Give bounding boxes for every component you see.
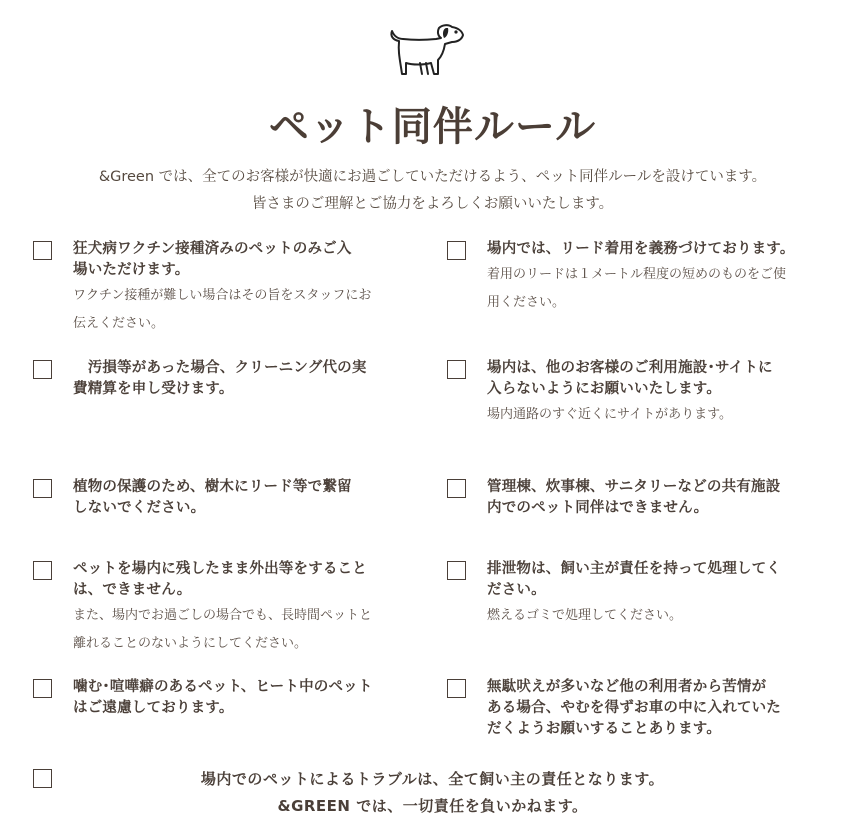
rule-title-line: ある場合、やむを得ずお車の中に入れていた bbox=[487, 700, 781, 716]
rule-item bbox=[487, 677, 827, 740]
rule-title bbox=[73, 358, 413, 400]
rule-title bbox=[73, 677, 413, 719]
final-line-2: &GREEN では、一切責任を負いかねます。 bbox=[277, 797, 588, 815]
rule-checkbox[interactable] bbox=[33, 561, 52, 580]
rule-note bbox=[487, 261, 827, 317]
rule-checkbox[interactable] bbox=[33, 241, 52, 260]
intro-line-2: 皆さまのご理解とご協力をよろしくお願いいたします。 bbox=[251, 196, 614, 212]
rule-title-line: ペットを場内に残したまま外出等をすること bbox=[73, 561, 367, 577]
rule-checkbox[interactable] bbox=[33, 360, 52, 379]
rule-item bbox=[487, 358, 827, 429]
rule-item bbox=[73, 239, 413, 338]
rule-checkbox[interactable] bbox=[447, 360, 466, 379]
intro-line-1: &Green では、全てのお客様が快適にお過ごしていただけるよう、ペット同伴ルールを設けています。 bbox=[98, 169, 767, 185]
rule-title-line: 費精算を申し受けます。 bbox=[73, 381, 234, 397]
rule-title-line: 汚損等があった場合、クリーニング代の実 bbox=[73, 360, 367, 376]
rule-title bbox=[487, 559, 827, 601]
rule-note-line: また、場内でお過ごしの場合でも、長時間ペットと bbox=[73, 608, 373, 623]
rule-item bbox=[73, 559, 413, 658]
rule-item bbox=[73, 677, 413, 719]
rule-note bbox=[487, 602, 827, 630]
dog-icon bbox=[386, 22, 466, 76]
final-line-1: 場内でのペットによるトラブルは、全て飼い主の責任となります。 bbox=[200, 770, 665, 788]
rule-checkbox[interactable] bbox=[447, 679, 466, 698]
rule-note-line: 場内通路のすぐ近くにサイトがあります。 bbox=[487, 407, 733, 422]
rule-title-line: 場内は、他のお客様のご利用施設･サイトに bbox=[487, 360, 773, 376]
rule-title-line: 噛む･喧嘩癖のあるペット、ヒート中のペット bbox=[73, 679, 373, 695]
rule-title bbox=[487, 239, 827, 260]
rule-note-line: 離れることのないようにしてください。 bbox=[73, 636, 308, 651]
rule-title-line: はご遠慮しております。 bbox=[73, 700, 234, 716]
rule-item bbox=[487, 239, 827, 317]
rule-note-line: 用ください。 bbox=[487, 295, 566, 310]
intro-text bbox=[0, 164, 865, 218]
final-notice bbox=[0, 766, 865, 820]
rule-checkbox[interactable] bbox=[447, 561, 466, 580]
rule-item bbox=[487, 477, 827, 519]
rule-item bbox=[487, 559, 827, 630]
rule-title-line: 内でのペット同伴はできません。 bbox=[487, 500, 709, 516]
rule-checkbox[interactable] bbox=[33, 679, 52, 698]
rule-title-line: ださい。 bbox=[487, 582, 546, 598]
rule-title bbox=[487, 477, 827, 519]
rule-title-line: 狂犬病ワクチン接種済みのペットのみご入 bbox=[73, 241, 352, 257]
rule-note-line: 燃えるゴミで処理してください。 bbox=[487, 608, 683, 623]
rule-note bbox=[73, 282, 413, 338]
rule-title-line: 無駄吠えが多いなど他の利用者から苦情が bbox=[487, 679, 767, 695]
rule-item bbox=[73, 358, 413, 400]
rule-title-line: 排泄物は、飼い主が責任を持って処理してく bbox=[487, 561, 781, 577]
rule-title bbox=[487, 677, 827, 740]
rule-title-line: 入らないようにお願いいたします。 bbox=[487, 381, 722, 397]
rule-checkbox[interactable] bbox=[447, 479, 466, 498]
page-title: ペット同伴ルール bbox=[268, 104, 597, 150]
rule-note bbox=[73, 602, 413, 658]
rule-title-line: 場いただけます。 bbox=[73, 262, 190, 278]
rule-title bbox=[73, 239, 413, 281]
rule-title-line: 管理棟、炊事棟、サニタリーなどの共有施設 bbox=[487, 479, 781, 495]
rule-checkbox[interactable] bbox=[33, 479, 52, 498]
rule-note bbox=[487, 401, 827, 429]
rule-title-line: 場内では、リード着用を義務づけております。 bbox=[487, 241, 795, 257]
rule-title-line: だくようお願いすることあります。 bbox=[487, 721, 722, 737]
rule-checkbox[interactable] bbox=[447, 241, 466, 260]
rule-title-line: しないでください。 bbox=[73, 500, 206, 516]
rule-note-line: ワクチン接種が難しい場合はその旨をスタッフにお bbox=[73, 288, 372, 303]
rule-title-line: 植物の保護のため、樹木にリード等で繋留 bbox=[73, 479, 352, 495]
rule-note-line: 伝えください。 bbox=[73, 316, 165, 331]
rule-item bbox=[73, 477, 413, 519]
rule-title bbox=[73, 559, 413, 601]
rule-title bbox=[487, 358, 827, 400]
rule-note-line: 着用のリードは１メートル程度の短めのものをご使 bbox=[487, 267, 787, 282]
rule-title-line: は、できません。 bbox=[73, 582, 192, 598]
rule-title bbox=[73, 477, 413, 519]
